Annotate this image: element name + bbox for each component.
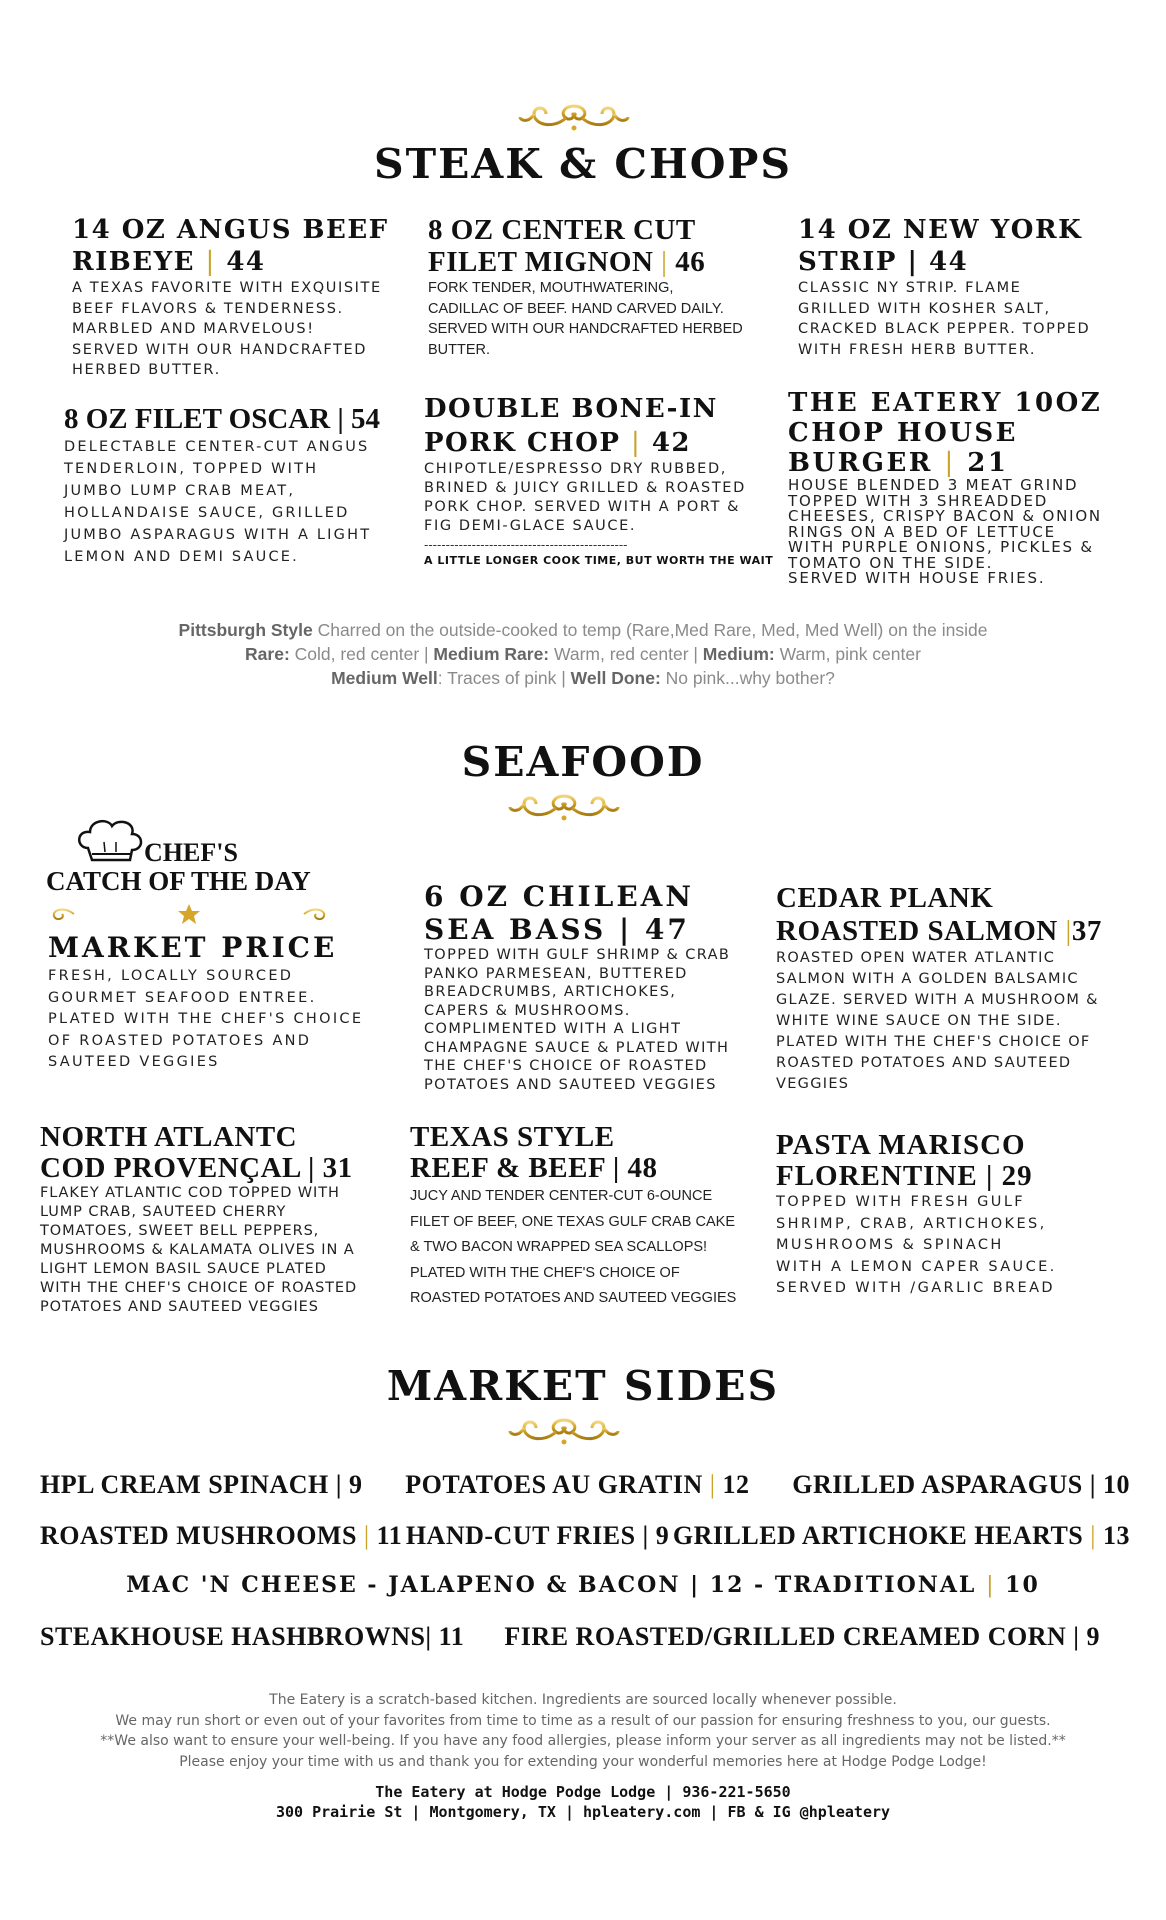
item-description <box>424 946 764 1094</box>
description-line: TOPPED WITH FRESH GULF <box>776 1194 1026 1210</box>
item-description <box>64 436 404 568</box>
item-name: 8 OZ CENTER CUT FILET MIGNON | 46 <box>428 214 706 278</box>
description-line: WITH THE CHEF'S CHOICE OF ROASTED <box>40 1280 358 1296</box>
ornament-divider <box>338 100 810 136</box>
description-line: POTATOES AND SAUTEED VEGGIES <box>424 1076 717 1093</box>
description-line: HOUSE BLENDED 3 MEAT GRIND <box>788 476 1079 494</box>
description-line: JUCY AND TENDER CENTER-CUT 6-OUNCE <box>410 1188 713 1204</box>
description-line: FILET OF BEEF, ONE TEXAS GULF CRAB CAKE <box>410 1213 735 1230</box>
side-item: STEAKHOUSE HASHBROWNS| 11 <box>40 1622 465 1651</box>
description-line: CHEESES, CRISPY BACON & ONION <box>788 507 1102 525</box>
description-line: LEMON AND DEMI SAUCE. <box>64 549 299 565</box>
catch-heading-line1: CHEF'S <box>144 838 238 867</box>
description-line: WITH A LEMON CAPER SAUCE. <box>776 1258 1057 1275</box>
menu-item-pork-chop <box>424 392 774 567</box>
description-line: SERVED WITH OUR HANDCRAFTED HERBED <box>428 321 743 337</box>
description-line: FORK TENDER, MOUTHWATERING, <box>428 280 674 296</box>
footer-contact <box>0 1782 1166 1822</box>
menu-item-pasta <box>776 1130 1136 1300</box>
section-title-seafood: SEAFOOD <box>461 738 705 786</box>
item-description <box>72 278 402 381</box>
description-line: FRESH, LOCALLY SOURCED <box>48 968 294 984</box>
catch-heading-line2: CATCH OF THE DAY <box>46 866 311 896</box>
menu-item-filet-mignon <box>428 214 768 360</box>
description-line: SHRIMP, CRAB, ARTICHOKES, <box>776 1215 1047 1232</box>
menu-item-filet-oscar <box>64 402 404 568</box>
description-line: POTATOES AND SAUTEED VEGGIES <box>40 1299 319 1315</box>
sides-row-2 <box>40 1521 1130 1551</box>
item-description <box>40 1184 390 1317</box>
description-line: GRILLED WITH KOSHER SALT, <box>798 300 1051 317</box>
footer-line: We may run short or even out of your favorites from time to time as a result of our passion for ensuring freshness to you, our guests. <box>115 1712 1051 1729</box>
cook-time-note: A LITTLE LONGER COOK TIME, BUT WORTH THE WAIT <box>424 554 774 567</box>
item-name: 6 OZ CHILEAN SEA BASS | 47 <box>424 880 694 946</box>
description-line: TOPPED WITH GULF SHRIMP & CRAB <box>424 947 731 963</box>
description-line: COMPLIMENTED WITH A LIGHT <box>424 1021 682 1037</box>
menu-item-catch <box>48 932 378 1074</box>
menu-item-burger <box>788 388 1128 587</box>
description-line: BREADCRUMBS, ARTICHOKES, <box>424 984 677 1000</box>
sides-row-4 <box>40 1622 1100 1652</box>
description-line: LIGHT LEMON BASIL SAUCE PLATED <box>40 1261 327 1277</box>
description-line: TOMATOES, SWEET BELL PEPPERS, <box>40 1223 320 1239</box>
description-line: MUSHROOMS & SPINACH <box>776 1237 1004 1253</box>
side-item: GRILLED ASPARAGUS | 10 <box>792 1470 1130 1499</box>
side-item: MAC 'N CHEESE - JALAPENO & BACON | 12 - TRADITIONAL | 10 <box>126 1572 1040 1598</box>
item-name: TEXAS STYLE REEF & BEEF | 48 <box>410 1121 658 1184</box>
menu-item-reef-beef <box>410 1122 780 1312</box>
item-name: 8 OZ FILET OSCAR | 54 <box>64 403 381 435</box>
description-line: CAPERS & MUSHROOMS. <box>424 1002 631 1019</box>
sides-row-3 <box>0 1572 1166 1598</box>
item-description <box>776 948 1136 1095</box>
item-description <box>48 966 378 1074</box>
description-line: ROASTED POTATOES AND SAUTEED VEGGIES <box>410 1290 737 1306</box>
description-line: HERBED BUTTER. <box>72 362 221 378</box>
footer-line: Please enjoy your time with us and thank you for extending your wonderful memories here at Hodge Podge Lodge! <box>179 1753 987 1770</box>
sides-row-1 <box>40 1470 1130 1500</box>
contact-line-2: 300 Prairie St | Montgomery, TX | hpleatery.com | FB & IG @hpleatery <box>275 1803 891 1821</box>
divider-line: ----------------------------------------------- <box>424 538 628 552</box>
description-line: BEEF FLAVORS & TENDERNESS. <box>72 300 344 317</box>
description-line: LUMP CRAB, SAUTEED CHERRY <box>40 1204 287 1220</box>
chefs-catch-block <box>46 840 366 896</box>
doneness-guide: Pittsburgh Style Charred on the outside-cooked to temp (Rare,Med Rare, Med, Med Well) on the inside Rare: Cold, red center | Medium Rare: Warm, red center | Medium: Warm, pink center Medium Well: Traces of pink | Well Done: No pink...why bother? <box>178 620 988 688</box>
description-line: FLAKEY ATLANTIC COD TOPPED WITH <box>40 1185 340 1201</box>
description-line: RINGS ON A BED OF LETTUCE <box>788 522 1056 541</box>
description-line: BUTTER. <box>428 341 491 358</box>
item-name: THE EATERY 10OZ CHOP HOUSE BURGER | 21 <box>788 388 1103 478</box>
footer-line: The Eatery is a scratch-based kitchen. Ingredients are sourced locally whenever possible. <box>269 1692 897 1708</box>
item-description <box>798 278 1128 360</box>
description-line: GLAZE. SERVED WITH A MUSHROOM & <box>776 992 1099 1008</box>
side-item: HPL CREAM SPINACH | 9 <box>40 1470 363 1499</box>
side-item: GRILLED ARTICHOKE HEARTS | 13 <box>672 1521 1130 1550</box>
section-title-sides: MARKET SIDES <box>386 1362 780 1410</box>
description-line: CHIPOTLE/ESPRESSO DRY RUBBED, <box>424 461 727 477</box>
description-line: PLATED WITH THE CHEF'S CHOICE OF <box>410 1264 680 1281</box>
section-title-steak: STEAK & CHOPS <box>374 140 792 188</box>
description-line: CADILLAC OF BEEF. HAND CARVED DAILY. <box>428 300 724 317</box>
menu-item-cod <box>40 1122 390 1317</box>
item-name: PASTA MARISCO FLORENTINE | 29 <box>776 1129 1033 1192</box>
item-name: NORTH ATLANTC COD PROVENÇAL | 31 <box>40 1121 353 1184</box>
description-line: PLATED WITH THE CHEF'S CHOICE OF <box>776 1034 1091 1050</box>
description-line: WITH FRESH HERB BUTTER. <box>798 341 1037 358</box>
ornament-divider <box>328 790 800 826</box>
description-line: JUMBO LUMP CRAB MEAT, <box>64 483 296 499</box>
item-name: DOUBLE BONE-IN PORK CHOP | 42 <box>424 394 718 458</box>
description-line: SERVED WITH HOUSE FRIES. <box>788 569 1046 587</box>
ornament-divider <box>328 1414 800 1450</box>
ornament-small-divider <box>44 902 334 926</box>
description-line: SAUTEED VEGGIES <box>48 1054 220 1070</box>
item-description <box>428 278 768 360</box>
description-line: & TWO BACON WRAPPED SEA SCALLOPS! <box>410 1239 708 1255</box>
menu-item-salmon <box>776 882 1136 1095</box>
description-line: CRACKED BLACK PEPPER. TOPPED <box>798 321 1091 337</box>
description-line: PORK CHOP. SERVED WITH A PORT & <box>424 499 741 515</box>
side-item: FIRE ROASTED/GRILLED CREAMED CORN | 9 <box>504 1622 1100 1651</box>
side-item: ROASTED MUSHROOMS | 11 <box>40 1521 403 1550</box>
description-line: CLASSIC NY STRIP. FLAME <box>798 280 1022 296</box>
description-line: OF ROASTED POTATOES AND <box>48 1032 312 1049</box>
side-item: HAND-CUT FRIES | 9 <box>405 1521 670 1550</box>
side-item: POTATOES AU GRATIN | 12 <box>405 1470 750 1499</box>
description-line: TOMATO ON THE SIDE. <box>788 553 994 572</box>
description-line: SERVED WITH /GARLIC BREAD <box>776 1280 1055 1296</box>
description-line: SERVED WITH OUR HANDCRAFTED <box>72 341 368 358</box>
item-description <box>424 460 774 536</box>
description-line: WHITE WINE SAUCE ON THE SIDE. <box>776 1013 1062 1029</box>
description-line: SALMON WITH A GOLDEN BALSAMIC <box>776 971 1079 987</box>
description-line: WITH PURPLE ONIONS, PICKLES & <box>788 538 1094 556</box>
menu-item-ny-strip <box>798 214 1128 360</box>
description-line: JUMBO ASPARAGUS WITH A LIGHT <box>64 527 372 543</box>
description-line: PLATED WITH THE CHEF'S CHOICE <box>48 1011 364 1027</box>
contact-line-1: The Eatery at Hodge Podge Lodge | 936-221-5650 <box>375 1783 791 1801</box>
description-line: CHAMPAGNE SAUCE & PLATED WITH <box>424 1039 730 1056</box>
description-line: THE CHEF'S CHOICE OF ROASTED <box>424 1058 708 1074</box>
menu-item-sea-bass <box>424 880 764 1094</box>
footer-notes <box>0 1690 1166 1772</box>
description-line: MUSHROOMS & KALAMATA OLIVES IN A <box>40 1242 355 1258</box>
description-line: MARBLED AND MARVELOUS! <box>72 321 315 337</box>
item-name: 14 OZ ANGUS BEEF RIBEYE | 44 <box>72 215 389 277</box>
item-description <box>410 1184 780 1312</box>
menu-item-ribeye <box>72 214 402 381</box>
description-line: HOLLANDAISE SAUCE, GRILLED <box>64 505 350 521</box>
item-price: MARKET PRICE <box>48 931 338 964</box>
item-name: CEDAR PLANK ROASTED SALMON |37 <box>776 882 1102 947</box>
description-line: BRINED & JUICY GRILLED & ROASTED <box>424 480 746 496</box>
description-line: ROASTED OPEN WATER ATLANTIC <box>776 950 1056 966</box>
description-line: ROASTED POTATOES AND SAUTEED <box>776 1055 1072 1071</box>
item-name: 14 OZ NEW YORK STRIP | 44 <box>798 215 1083 277</box>
item-description <box>788 478 1128 587</box>
description-line: VEGGIES <box>776 1076 850 1092</box>
footer-line: **We also want to ensure your well-being. If you have any food allergies, please inform your server as all ingredients may not be listed.** <box>100 1733 1066 1749</box>
description-line: PANKO PARMESEAN, BUTTERED <box>424 965 688 982</box>
item-description <box>776 1192 1136 1300</box>
description-line: GOURMET SEAFOOD ENTREE. <box>48 989 317 1006</box>
description-line: A TEXAS FAVORITE WITH EXQUISITE <box>72 280 382 296</box>
description-line: DELECTABLE CENTER-CUT ANGUS <box>64 439 370 455</box>
description-line: TENDERLOIN, TOPPED WITH <box>64 461 319 477</box>
description-line: TOPPED WITH 3 SHREADDED <box>788 491 1049 510</box>
description-line: FIG DEMI-GLACE SAUCE. <box>424 518 637 534</box>
